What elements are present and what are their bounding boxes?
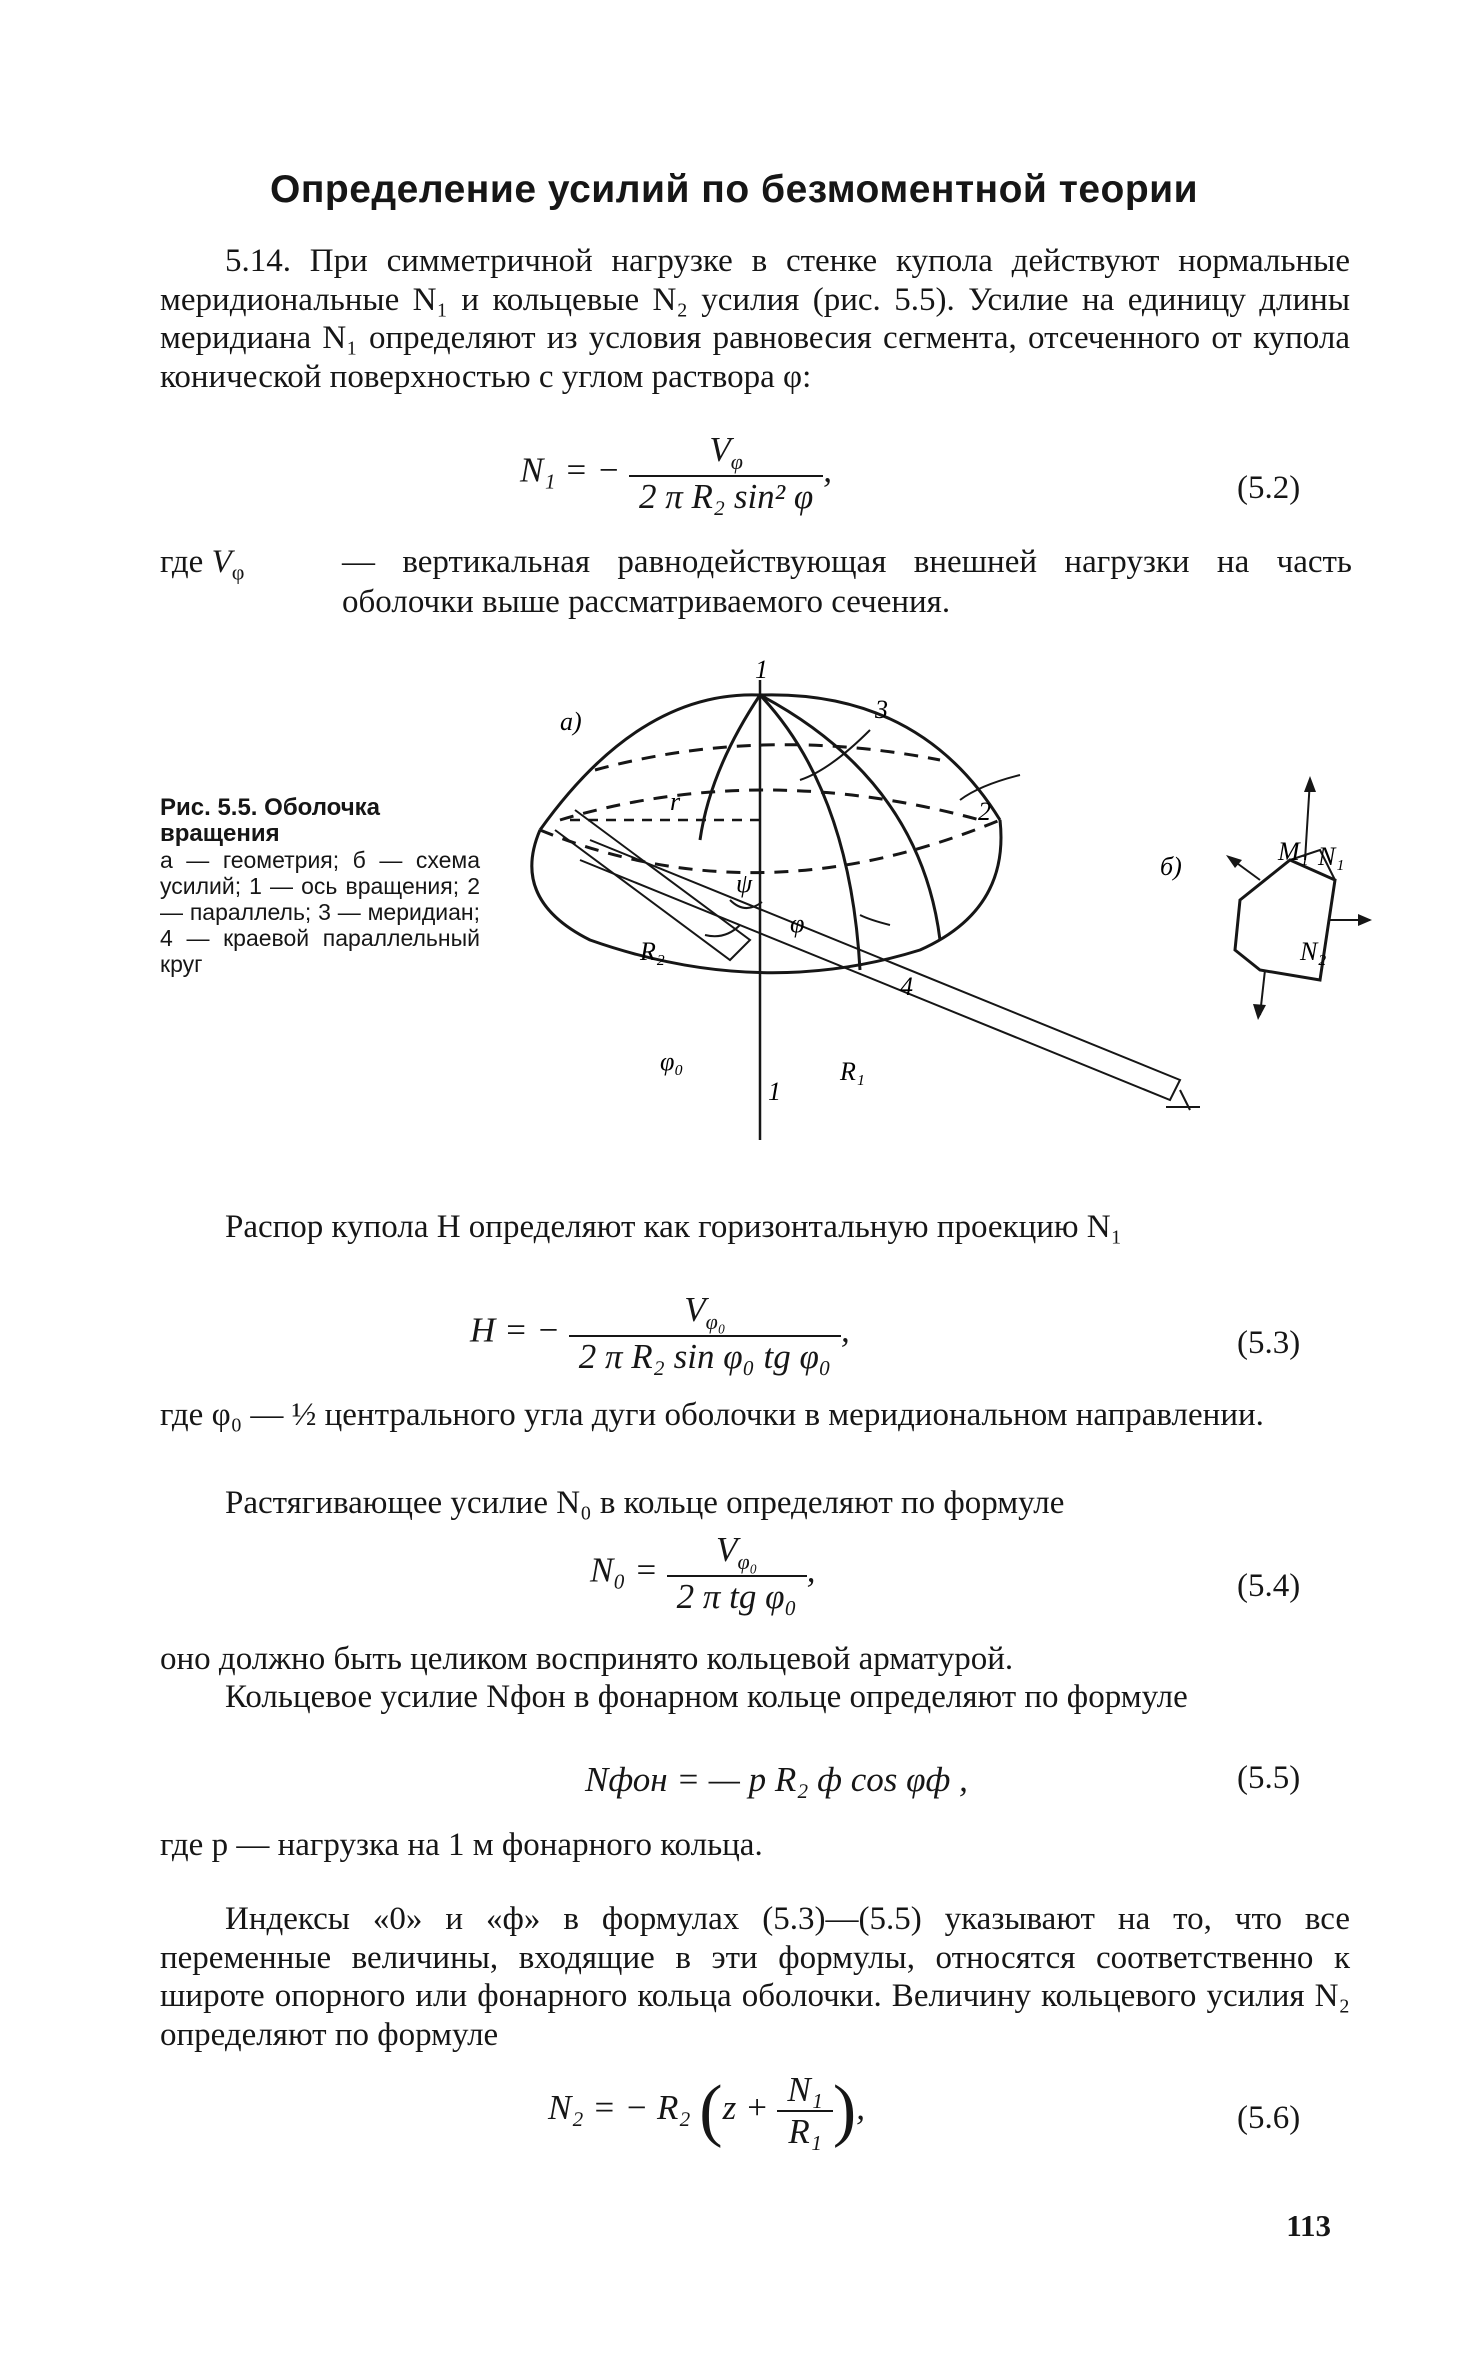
equation-number: (5.6) xyxy=(1237,2100,1301,2136)
label-a: а) xyxy=(560,707,582,736)
label-phi0: φ₀ xyxy=(660,1047,684,1076)
equation-number: (5.2) xyxy=(1237,470,1301,506)
label-R2: R₂ xyxy=(640,937,665,966)
equation-5-3: H = − $\frac{V_{\varphi_0}}{\text{2 π R₂ sin φ₀ tg φ₀}}$ , xyxy=(470,1290,850,1376)
shell-of-revolution-figure xyxy=(500,655,1360,1190)
paragraph-reinforcement: оно должно быть целиком воспринято кольцевой арматурой. xyxy=(160,1641,1014,1677)
label-N1: N₁ xyxy=(1318,842,1345,871)
fraction: $\frac{V_\varphi}{\text{2 π R₂ sin² φ}}$ xyxy=(629,430,823,517)
label-4: 4 xyxy=(900,972,913,1001)
definition-v-phi: где $V_\varphi$ — вертикальная равнодействующая внешней нагрузки на часть оболочки выше рассматриваемого сечения. xyxy=(160,544,1352,620)
definition-phi0: где φ₀ — ½ центрального угла дуги оболочки в меридиональном направлении. xyxy=(160,1397,1264,1433)
paragraph-5-14: 5.14. При симметричной нагрузке в стенке купола действуют нормальные меридиональные N₁ и кольцевые N₂ усилия (рис. 5.5). Усилие на единицу длины меридиана N₁ определяют из условия равновесия сегмента, отсеченного от купола конической поверхностью с углом раствора φ: xyxy=(160,243,1350,395)
label-psi: ψ xyxy=(736,869,753,898)
parallel-dashed xyxy=(560,790,980,820)
label-b: б) xyxy=(1160,852,1182,881)
equation-number: (5.3) xyxy=(1237,1325,1301,1361)
label-3: 3 xyxy=(875,695,888,724)
label-R1: R₁ xyxy=(840,1057,865,1086)
equation-number: (5.4) xyxy=(1237,1568,1301,1604)
definition-p: где p — нагрузка на 1 м фонарного кольца. xyxy=(160,1827,763,1863)
dome-top-outline xyxy=(540,695,1000,830)
equation-number: (5.5) xyxy=(1237,1760,1301,1796)
label-N2: N₂ xyxy=(1300,937,1327,966)
paragraph-indices: Индексы «0» и «ф» в формулах (5.3)—(5.5) указывают на то, что все переменные величины, входящие в эти формулы, относятся соответственно к широте опорного или фонарного кольца оболочки. Величину кольцевого усилия N₂ определяют по формуле xyxy=(160,1901,1350,2053)
label-r: r xyxy=(670,787,681,816)
label-M1: M₁ xyxy=(1278,837,1309,866)
label-axis-bottom: 1 xyxy=(768,1077,781,1106)
label-phi: φ xyxy=(790,909,805,938)
paragraph-thrust: Распор купола H определяют как горизонтальную проекцию N₁ xyxy=(225,1209,1123,1245)
equation-5-5: Nфон = — p R₂ ф cos φф , xyxy=(585,1760,968,1799)
equation-5-2: N₁ = − $\frac{V_\varphi}{\text{2 π R₂ sin² φ}}$ , xyxy=(520,430,833,516)
equation-5-4: N₀ = $\frac{V_{\varphi_0}}{\text{2 π tg φ₀}}$ , xyxy=(590,1530,816,1616)
figure-caption: Рис. 5.5. Оболочка вращения а — геометрия; б — схема усилий; 1 — ось вращения; 2 — параллель; 3 — меридиан; 4 — краевой параллельный круг xyxy=(160,794,480,977)
paragraph-tension: Растягивающее усилие N₀ в кольце определяют по формуле xyxy=(225,1485,1065,1521)
equation-5-6: N₂ = − R₂ (z + $\frac{\text{N₁}}{\text{R₁}}$ ), xyxy=(548,2070,865,2151)
label-axis-top: 1 xyxy=(755,655,768,684)
label-2: 2 xyxy=(978,797,991,826)
paragraph-lantern-ring: Кольцевое усилие Nфон в фонарном кольце определяют по формуле xyxy=(225,1679,1188,1715)
edge-circle-back xyxy=(540,820,1000,873)
page-number: 113 xyxy=(1286,2208,1331,2243)
section-heading: Определение усилий по безмоментной теории xyxy=(270,168,1199,211)
